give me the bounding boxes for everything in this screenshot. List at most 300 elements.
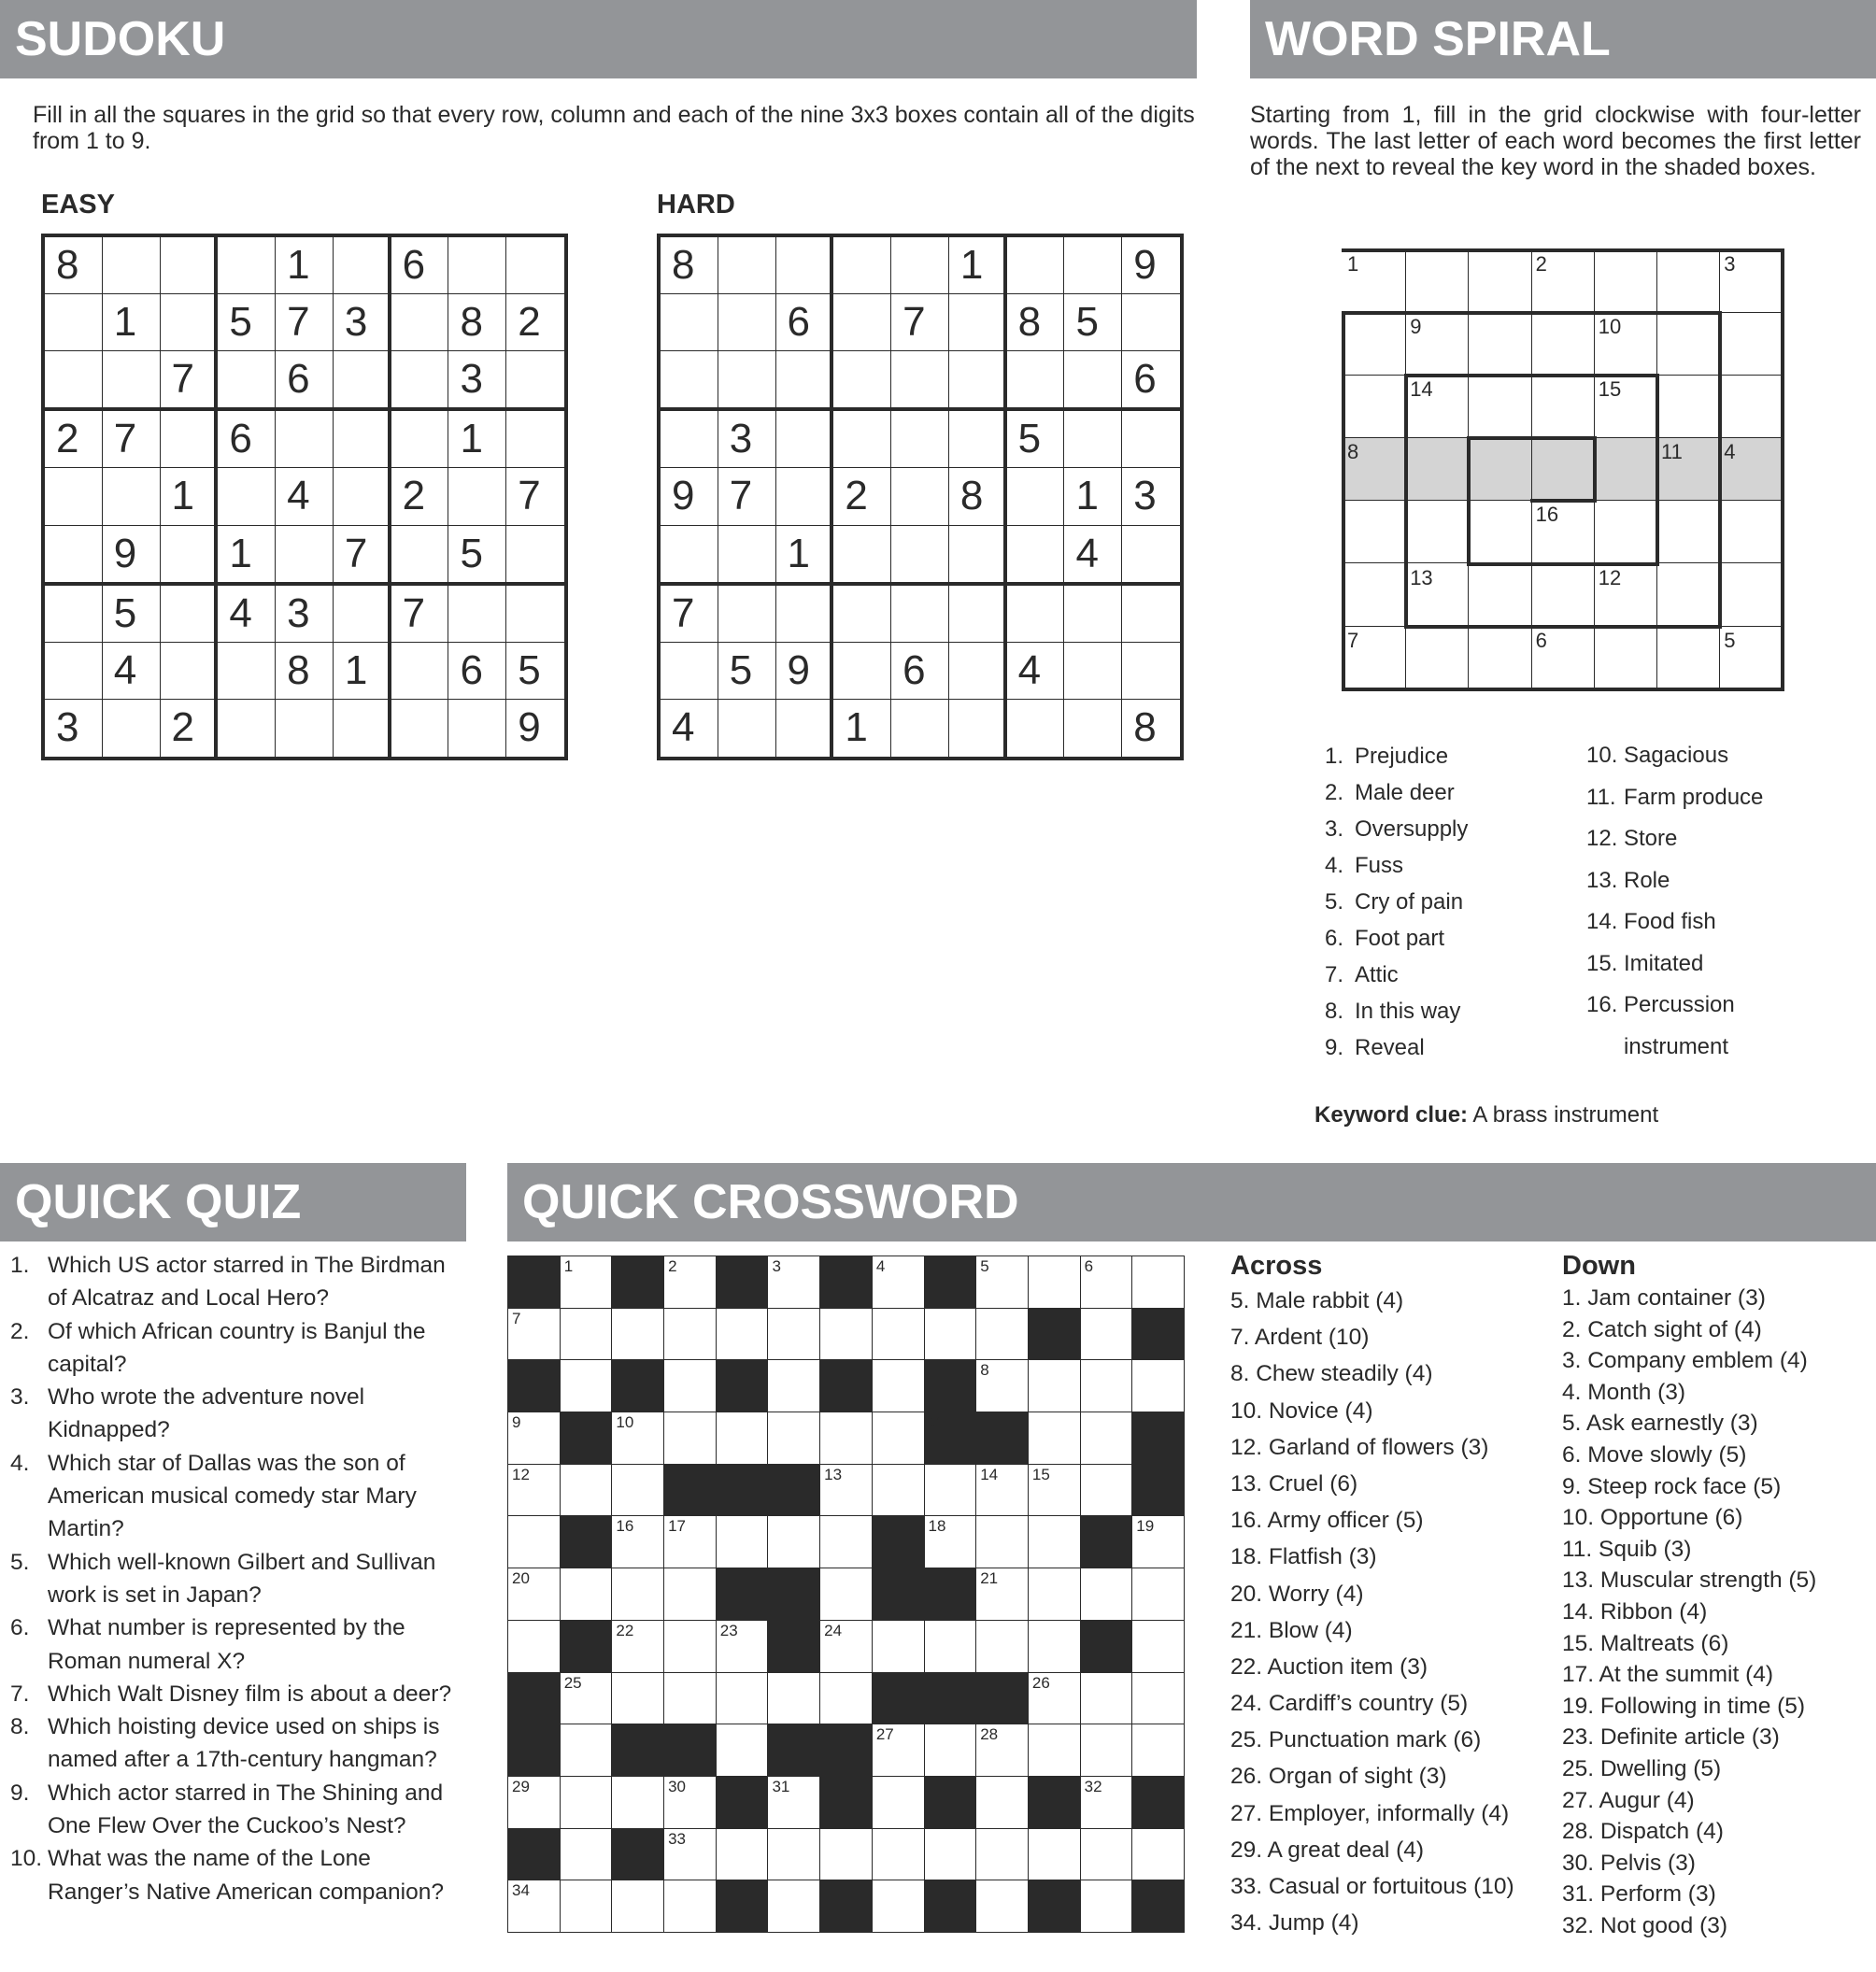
sudoku-cell[interactable] [391, 700, 449, 757]
sudoku-cell[interactable]: 2 [161, 700, 219, 757]
sudoku-cell[interactable]: 2 [506, 294, 564, 351]
sudoku-cell[interactable] [161, 294, 219, 351]
crossword-cell[interactable] [872, 1620, 925, 1673]
crossword-cell[interactable] [872, 1359, 925, 1412]
sudoku-cell[interactable]: 6 [218, 411, 276, 468]
crossword-cell[interactable] [1080, 1568, 1133, 1621]
sudoku-cell[interactable]: 3 [334, 294, 391, 351]
sudoku-cell[interactable]: 4 [661, 700, 718, 757]
sudoku-cell[interactable] [833, 237, 891, 294]
sudoku-cell[interactable] [1064, 351, 1122, 411]
spiral-cell-number: 6 [1535, 628, 1547, 652]
crossword-cell[interactable] [924, 1724, 977, 1777]
crossword-cell[interactable] [1131, 1620, 1185, 1673]
crossword-cell[interactable] [663, 1672, 717, 1725]
sudoku-cell[interactable] [448, 468, 506, 525]
sudoku-cell[interactable] [1122, 526, 1180, 586]
spiral-cell[interactable] [1657, 313, 1720, 376]
sudoku-cell[interactable]: 1 [161, 468, 219, 525]
crossword-cell-number: 1 [563, 1257, 574, 1275]
sudoku-cell[interactable] [448, 237, 506, 294]
crossword-cell[interactable] [1028, 1828, 1081, 1881]
sudoku-cell[interactable] [391, 351, 449, 411]
spiral-cell[interactable] [1595, 438, 1657, 501]
quick-crossword-header: QUICK CROSSWORD [507, 1163, 1876, 1241]
sudoku-cell[interactable] [391, 294, 449, 351]
sudoku-cell[interactable]: 7 [891, 294, 949, 351]
sudoku-cell[interactable] [45, 351, 103, 411]
sudoku-cell[interactable] [218, 643, 276, 700]
sudoku-cell[interactable]: 6 [276, 351, 334, 411]
crossword-cell[interactable] [924, 1464, 977, 1517]
sudoku-cell[interactable]: 4 [103, 643, 161, 700]
sudoku-cell[interactable] [718, 526, 776, 586]
crossword-cell[interactable] [1080, 1412, 1133, 1465]
sudoku-cell[interactable]: 9 [776, 643, 834, 700]
sudoku-cell[interactable]: 8 [1133, 703, 1157, 750]
crossword-cell[interactable] [975, 1308, 1029, 1361]
sudoku-cell[interactable]: 9 [661, 468, 718, 525]
sudoku-cell[interactable] [1064, 700, 1122, 757]
sudoku-cell[interactable] [45, 294, 103, 351]
sudoku-cell[interactable] [45, 526, 103, 586]
crossword-cell[interactable] [1131, 1359, 1185, 1412]
sudoku-cell[interactable]: 5 [103, 586, 161, 643]
crossword-cell[interactable] [716, 1672, 769, 1725]
sudoku-cell[interactable] [506, 351, 564, 411]
sudoku-cell[interactable] [103, 237, 161, 294]
crossword-cell[interactable] [560, 1308, 613, 1361]
sudoku-cell[interactable]: 1 [776, 526, 834, 586]
crossword-cell[interactable] [1131, 1724, 1185, 1777]
sudoku-cell[interactable] [661, 351, 718, 411]
sudoku-cell[interactable] [218, 237, 276, 294]
spiral-cell[interactable] [1657, 376, 1720, 438]
spiral-cell[interactable] [1406, 501, 1469, 563]
sudoku-cell[interactable] [1122, 586, 1180, 643]
sudoku-cell[interactable]: 1 [1064, 468, 1122, 525]
sudoku-cell[interactable] [334, 700, 391, 757]
sudoku-cell[interactable]: 6 [891, 643, 949, 700]
crossword-cell[interactable] [663, 1412, 717, 1465]
crossword-cell[interactable] [924, 1620, 977, 1673]
sudoku-cell[interactable] [949, 351, 1007, 411]
sudoku-cell[interactable] [891, 700, 949, 757]
crossword-cell[interactable] [507, 1515, 561, 1568]
sudoku-cell[interactable] [949, 586, 1007, 643]
crossword-cell[interactable] [872, 1880, 925, 1933]
sudoku-cell[interactable]: 5 [1064, 294, 1122, 351]
crossword-cell[interactable] [611, 1464, 664, 1517]
sudoku-cell[interactable] [1064, 643, 1122, 700]
sudoku-cell[interactable] [891, 411, 949, 468]
crossword-cell[interactable] [663, 1568, 717, 1621]
sudoku-cell[interactable] [833, 411, 891, 468]
sudoku-cell[interactable]: 5 [506, 643, 564, 700]
crossword-cell[interactable] [819, 1412, 873, 1465]
sudoku-cell[interactable]: 4 [218, 586, 276, 643]
spiral-cell[interactable] [1595, 627, 1657, 689]
crossword-cell[interactable] [767, 1515, 820, 1568]
crossword-cell[interactable] [1028, 1359, 1081, 1412]
sudoku-cell[interactable] [391, 411, 449, 468]
crossword-cell[interactable] [767, 1359, 820, 1412]
spiral-cell[interactable] [1469, 627, 1531, 689]
sudoku-cell[interactable] [161, 586, 219, 643]
sudoku-cell[interactable] [161, 643, 219, 700]
crossword-clue: 34. Jump (4) [1230, 1910, 1359, 1937]
sudoku-cell[interactable] [448, 586, 506, 643]
sudoku-cell[interactable]: 7 [334, 526, 391, 586]
sudoku-cell[interactable] [1007, 526, 1065, 586]
sudoku-cell[interactable] [1007, 700, 1065, 757]
sudoku-cell[interactable] [949, 526, 1007, 586]
spiral-cell[interactable] [1532, 564, 1595, 627]
crossword-cell[interactable] [924, 1308, 977, 1361]
sudoku-cell[interactable] [661, 294, 718, 351]
sudoku-cell[interactable] [891, 237, 949, 294]
spiral-cell[interactable] [1657, 627, 1720, 689]
sudoku-cell[interactable]: 1 [833, 700, 891, 757]
crossword-cell[interactable] [716, 1515, 769, 1568]
spiral-cell[interactable] [1532, 376, 1595, 438]
sudoku-cell[interactable]: 7 [661, 586, 718, 643]
crossword-cell[interactable] [819, 1672, 873, 1725]
crossword-clue: 17. At the summit (4) [1562, 1662, 1774, 1688]
crossword-cell[interactable] [716, 1724, 769, 1777]
sudoku-cell[interactable] [506, 526, 564, 586]
sudoku-cell[interactable] [45, 468, 103, 525]
sudoku-cell[interactable]: 4 [1064, 526, 1122, 586]
sudoku-cell[interactable] [776, 468, 834, 525]
crossword-cell[interactable] [872, 1776, 925, 1829]
sudoku-cell[interactable] [334, 237, 391, 294]
sudoku-cell[interactable]: 8 [661, 237, 718, 294]
sudoku-cell[interactable] [45, 586, 103, 643]
crossword-clue: 33. Casual or fortuitous (10) [1230, 1874, 1514, 1899]
crossword-cell-number: 30 [668, 1777, 686, 1795]
crossword-cell[interactable] [716, 1412, 769, 1465]
sudoku-cell[interactable] [776, 237, 834, 294]
crossword-cell[interactable] [819, 1568, 873, 1621]
sudoku-cell[interactable] [103, 468, 161, 525]
crossword-cell[interactable] [663, 1359, 717, 1412]
spiral-cell[interactable] [1469, 438, 1531, 501]
crossword-cell[interactable] [1028, 1515, 1081, 1568]
crossword-cell[interactable] [975, 1776, 1029, 1829]
sudoku-cell[interactable]: 2 [391, 468, 449, 525]
quiz-question-text [48, 1842, 444, 1908]
spiral-cell[interactable] [1406, 627, 1469, 689]
crossword-cell[interactable] [611, 1308, 664, 1361]
spiral-cell[interactable] [1595, 250, 1657, 313]
crossword-cell[interactable] [975, 1515, 1029, 1568]
sudoku-cell[interactable]: 7 [103, 411, 161, 468]
sudoku-cell[interactable] [1064, 237, 1122, 294]
crossword-cell[interactable] [663, 1308, 717, 1361]
sudoku-cell[interactable] [334, 468, 391, 525]
sudoku-cell[interactable]: 9 [103, 526, 161, 586]
sudoku-cell[interactable] [833, 526, 891, 586]
sudoku-cell[interactable] [891, 586, 949, 643]
crossword-cell[interactable] [611, 1568, 664, 1621]
crossword-cell[interactable] [767, 1880, 820, 1933]
spiral-cell[interactable] [1343, 376, 1406, 438]
spiral-cell[interactable] [1657, 250, 1720, 313]
crossword-cell[interactable] [1080, 1672, 1133, 1725]
sudoku-cell[interactable] [718, 351, 776, 411]
crossword-cell[interactable] [560, 1724, 613, 1777]
spiral-cell[interactable] [1469, 501, 1531, 563]
sudoku-cell[interactable]: 5 [218, 294, 276, 351]
sudoku-cell[interactable]: 5 [1007, 411, 1065, 468]
sudoku-cell[interactable] [218, 468, 276, 525]
sudoku-cell[interactable]: 7 [506, 468, 564, 525]
crossword-cell[interactable] [1028, 1256, 1081, 1309]
sudoku-cell[interactable] [949, 294, 1007, 351]
crossword-cell[interactable] [872, 1464, 925, 1517]
crossword-cell[interactable] [1028, 1412, 1081, 1465]
sudoku-cell[interactable]: 3 [718, 411, 776, 468]
sudoku-cell[interactable] [833, 643, 891, 700]
spiral-wall [1718, 311, 1722, 629]
sudoku-cell[interactable] [661, 643, 718, 700]
crossword-cell[interactable] [560, 1776, 613, 1829]
sudoku-cell[interactable]: 3 [448, 351, 506, 411]
sudoku-cell[interactable] [334, 586, 391, 643]
sudoku-cell[interactable] [833, 586, 891, 643]
sudoku-cell[interactable] [334, 411, 391, 468]
sudoku-cell[interactable] [448, 700, 506, 757]
spiral-cell[interactable] [1469, 376, 1531, 438]
spiral-cell[interactable] [1469, 313, 1531, 376]
crossword-cell[interactable] [872, 1828, 925, 1881]
sudoku-cell[interactable] [506, 237, 564, 294]
crossword-cell[interactable] [819, 1828, 873, 1881]
spiral-cell[interactable] [1720, 313, 1783, 376]
crossword-cell[interactable] [872, 1412, 925, 1465]
sudoku-cell[interactable] [1122, 411, 1180, 468]
sudoku-cell[interactable] [776, 586, 834, 643]
sudoku-cell[interactable] [1122, 294, 1180, 351]
crossword-cell[interactable] [663, 1620, 717, 1673]
sudoku-cell[interactable]: 8 [949, 468, 1007, 525]
sudoku-cell[interactable] [103, 351, 161, 411]
sudoku-cell[interactable]: 8 [1007, 294, 1065, 351]
quiz-question-line: What was the name of the Lone [48, 1846, 371, 1872]
sudoku-cell[interactable] [891, 526, 949, 586]
sudoku-cell[interactable] [661, 526, 718, 586]
spiral-cell[interactable] [1469, 250, 1531, 313]
sudoku-cell[interactable] [276, 700, 334, 757]
spiral-cell-number: 3 [1724, 252, 1736, 276]
sudoku-cell[interactable] [1064, 411, 1122, 468]
spiral-cell[interactable] [1469, 564, 1531, 627]
crossword-cell[interactable] [872, 1308, 925, 1361]
crossword-clue: 32. Not good (3) [1562, 1912, 1728, 1938]
spiral-cell[interactable] [1406, 250, 1469, 313]
sudoku-cell[interactable] [833, 294, 891, 351]
crossword-cell[interactable] [767, 1412, 820, 1465]
sudoku-cell[interactable]: 8 [448, 294, 506, 351]
sudoku-cell[interactable]: 3 [276, 586, 334, 643]
crossword-black-square [1028, 1308, 1081, 1361]
spiral-cell[interactable] [1532, 313, 1595, 376]
sudoku-cell[interactable]: 4 [276, 468, 334, 525]
sudoku-cell[interactable] [276, 411, 334, 468]
crossword-cell[interactable] [1080, 1359, 1133, 1412]
sudoku-cell[interactable] [218, 351, 276, 411]
sudoku-cell[interactable]: 5 [448, 526, 506, 586]
sudoku-cell[interactable] [161, 237, 219, 294]
sudoku-cell[interactable]: 7 [391, 586, 449, 643]
spiral-cell[interactable] [1343, 313, 1406, 376]
crossword-cell[interactable] [767, 1672, 820, 1725]
sudoku-cell[interactable] [718, 586, 776, 643]
crossword-black-square [1080, 1620, 1133, 1673]
crossword-cell[interactable] [560, 1464, 613, 1517]
crossword-cell[interactable] [560, 1880, 613, 1933]
spiral-cell[interactable] [1406, 438, 1469, 501]
crossword-cell[interactable] [716, 1308, 769, 1361]
sudoku-cell[interactable]: 6 [1122, 351, 1180, 411]
crossword-clue: 31. Perform (3) [1562, 1881, 1716, 1908]
crossword-cell[interactable] [1080, 1308, 1133, 1361]
crossword-cell[interactable] [611, 1672, 664, 1725]
sudoku-cell[interactable] [833, 351, 891, 411]
crossword-cell[interactable] [611, 1776, 664, 1829]
sudoku-cell[interactable]: 1 [103, 294, 161, 351]
crossword-cell[interactable] [560, 1568, 613, 1621]
crossword-cell[interactable] [819, 1515, 873, 1568]
crossword-cell[interactable] [1028, 1568, 1081, 1621]
sudoku-cell[interactable] [949, 411, 1007, 468]
sudoku-cell[interactable] [334, 351, 391, 411]
sudoku-cell[interactable] [776, 351, 834, 411]
crossword-cell[interactable] [924, 1828, 977, 1881]
sudoku-cell[interactable]: 8 [45, 237, 103, 294]
crossword-cell[interactable] [975, 1880, 1029, 1933]
sudoku-cell[interactable]: 5 [718, 643, 776, 700]
sudoku-cell[interactable]: 2 [833, 468, 891, 525]
sudoku-cell[interactable]: 8 [276, 643, 334, 700]
crossword-cell[interactable] [819, 1308, 873, 1361]
spiral-cell[interactable] [1595, 501, 1657, 563]
sudoku-cell[interactable]: 1 [334, 643, 391, 700]
sudoku-cell[interactable] [1007, 237, 1065, 294]
sudoku-cell[interactable]: 7 [276, 294, 334, 351]
crossword-cell[interactable] [716, 1828, 769, 1881]
sudoku-cell[interactable] [391, 643, 449, 700]
sudoku-cell[interactable]: 6 [776, 294, 834, 351]
crossword-cell[interactable] [1028, 1620, 1081, 1673]
sudoku-cell[interactable] [391, 526, 449, 586]
crossword-clue: 15. Maltreats (6) [1562, 1630, 1729, 1656]
sudoku-cell[interactable] [103, 700, 161, 757]
sudoku-cell[interactable] [776, 411, 834, 468]
spiral-cell[interactable] [1657, 564, 1720, 627]
crossword-cell[interactable] [767, 1308, 820, 1361]
sudoku-cell[interactable] [891, 351, 949, 411]
sudoku-cell[interactable] [949, 643, 1007, 700]
sudoku-cell[interactable]: 6 [391, 237, 449, 294]
sudoku-cell[interactable]: 1 [448, 411, 506, 468]
sudoku-cell[interactable]: 6 [448, 643, 506, 700]
sudoku-cell[interactable]: 1 [949, 237, 1007, 294]
spiral-cell[interactable] [1343, 564, 1406, 627]
sudoku-cell[interactable] [1007, 586, 1065, 643]
crossword-cell[interactable] [611, 1880, 664, 1933]
crossword-cell[interactable] [1131, 1672, 1185, 1725]
spiral-cell[interactable] [1532, 438, 1595, 501]
sudoku-cell[interactable]: 1 [218, 526, 276, 586]
quiz-question [10, 1611, 468, 1678]
crossword-clue: 21. Blow (4) [1230, 1617, 1353, 1643]
sudoku-cell[interactable]: 7 [161, 351, 219, 411]
spiral-clue-text: Foot part [1355, 926, 1445, 951]
sudoku-cell[interactable] [776, 700, 834, 757]
sudoku-cell[interactable] [45, 643, 103, 700]
crossword-cell[interactable] [663, 1880, 717, 1933]
sudoku-cell[interactable] [718, 294, 776, 351]
crossword-cell[interactable] [1080, 1880, 1133, 1933]
sudoku-cell[interactable] [1007, 468, 1065, 525]
sudoku-cell[interactable] [1064, 586, 1122, 643]
crossword-cell[interactable] [1131, 1828, 1185, 1881]
crossword-cell[interactable] [1080, 1724, 1133, 1777]
spiral-cell[interactable] [1720, 376, 1783, 438]
sudoku-cell[interactable] [718, 700, 776, 757]
crossword-cell[interactable] [560, 1828, 613, 1881]
sudoku-cell[interactable] [161, 526, 219, 586]
sudoku-cell[interactable] [661, 411, 718, 468]
sudoku-cell[interactable] [218, 700, 276, 757]
spiral-cell[interactable] [1720, 564, 1783, 627]
sudoku-cell[interactable] [276, 526, 334, 586]
sudoku-cell[interactable] [506, 411, 564, 468]
spiral-cell[interactable] [1343, 501, 1406, 563]
sudoku-cell[interactable]: 1 [276, 237, 334, 294]
sudoku-cell[interactable] [891, 468, 949, 525]
crossword-cell[interactable] [560, 1359, 613, 1412]
sudoku-cell[interactable]: 4 [1007, 643, 1065, 700]
crossword-cell[interactable] [507, 1620, 561, 1673]
crossword-cell[interactable] [975, 1620, 1029, 1673]
sudoku-cell[interactable] [506, 586, 564, 643]
sudoku-cell[interactable] [718, 237, 776, 294]
crossword-cell[interactable] [767, 1828, 820, 1881]
crossword-cell[interactable] [975, 1828, 1029, 1881]
crossword-cell[interactable] [1131, 1256, 1185, 1309]
sudoku-cell[interactable]: 2 [45, 411, 103, 468]
crossword-cell[interactable] [1131, 1568, 1185, 1621]
sudoku-cell[interactable]: 3 [45, 700, 103, 757]
sudoku-cell[interactable] [1007, 351, 1065, 411]
crossword-cell[interactable] [1080, 1464, 1133, 1517]
sudoku-cell[interactable] [1122, 643, 1180, 700]
sudoku-cell[interactable]: 3 [1122, 468, 1180, 525]
word-spiral-clues-left [1325, 738, 1468, 1066]
crossword-cell[interactable] [1028, 1724, 1081, 1777]
sudoku-cell[interactable]: 9 [1122, 237, 1180, 294]
spiral-cell[interactable] [1657, 501, 1720, 563]
crossword-cell[interactable] [1080, 1828, 1133, 1881]
sudoku-cell[interactable] [949, 700, 1007, 757]
sudoku-cell[interactable]: 9 [518, 703, 541, 750]
sudoku-cell[interactable] [161, 411, 219, 468]
spiral-cell[interactable] [1720, 501, 1783, 563]
sudoku-cell[interactable]: 7 [718, 468, 776, 525]
